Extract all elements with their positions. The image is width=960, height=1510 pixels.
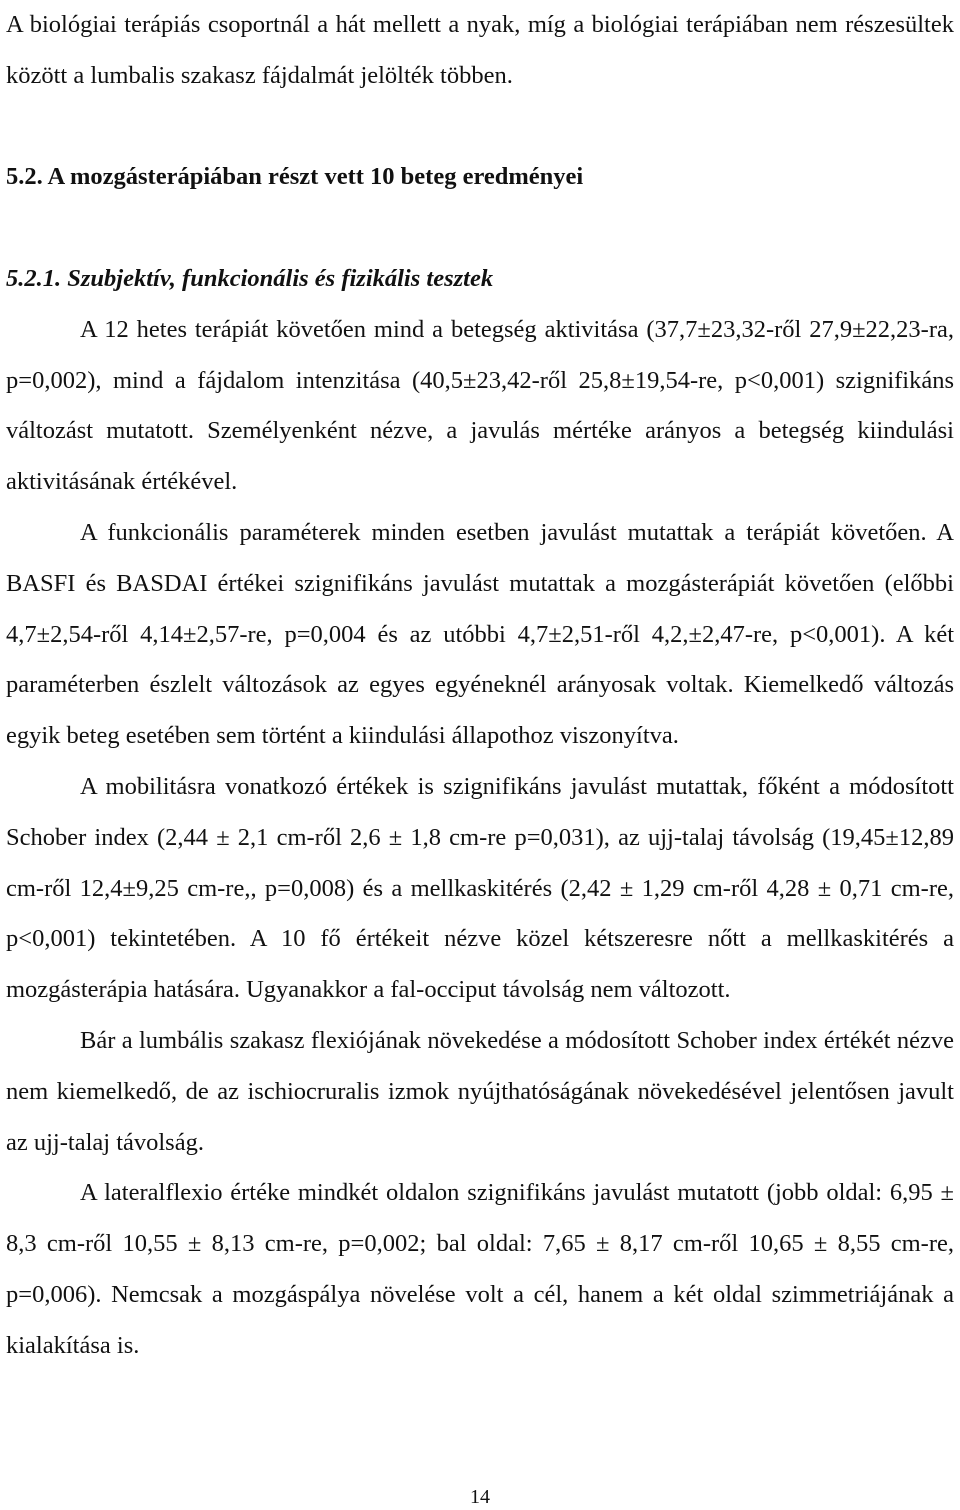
document-page (6, 0, 954, 1372)
subsection-heading: 5.2.1. Szubjektív, funkcionális és fizikális tesztek (6, 264, 494, 292)
paragraph-disease-activity: A 12 hetes terápiát követően mind a betegség aktivitása (37,7±23,32-ről 27,9±22,23-ra, p=0,002), mind a fájdalom intenzitása (40,5±23,42-ről 25,8±19,54-re, p<0,001) szignifikáns változást mutatott. Személyenként nézve, a javulás mértéke arányos a betegség kiindulási aktivitásának értékével. (6, 315, 954, 496)
paragraph-mobility: A mobilitásra vonatkozó értékek is szignifikáns javulást mutattak, főként a módosított Schober index (2,44 ± 2,1 cm-ről 2,6 ± 1,8 cm-re p=0,031), az ujj-talaj távolság (19,45±12,89 cm-ről 12,4±9,25 cm-re,, p=0,008) és a mellkaskitérés (2,42 ± 1,29 cm-ről 4,28 ± 0,71 cm-re, p<0,001) tekintetében. A 10 fő értékeit nézve közel kétszeresre nőtt a mellkaskitérés a mozgásterápia hatására. Ugyanakkor a fal-occiput távolság nem változott. (6, 772, 954, 1004)
paragraph-lateral-flexion: A lateralflexio értéke mindkét oldalon szignifikáns javulást mutatott (jobb oldal: 6,95 ± 8,3 cm-ről 10,55 ± 8,13 cm-re, p=0,002; bal oldal: 7,65 ± 8,17 cm-ről 10,65 ± 8,55 cm-re, p=0,006). Nemcsak a mozgáspálya növelése volt a cél, hanem a két oldal szimmetriájának a kialakítása is. (6, 1179, 954, 1359)
paragraph-lumbar-flexion: Bár a lumbális szakasz flexiójának növekedése a módosított Schober index értékét nézve nem kiemelkedő, de az ischiocruralis izmok nyújthatóságának növekedésével jelentősen javult az ujj-talaj távolság. (6, 1026, 954, 1156)
page-number: 14 (470, 1486, 490, 1508)
intro-paragraph: A biológiai terápiás csoportnál a hát mellett a nyak, míg a biológiai terápiában nem részesültek között a lumbalis szakasz fájdalmát jelölték többen. (6, 11, 954, 89)
section-heading: 5.2. A mozgásterápiában részt vett 10 beteg eredményei (6, 163, 584, 191)
paragraph-functional-parameters: A funkcionális paraméterek minden esetben javulást mutattak a terápiát követően. A BASFI és BASDAI értékei szignifikáns javulást mutattak a mozgásterápiát követően (előbbi 4,7±2,54-ről 4,14±2,57-re, p=0,004 és az utóbbi 4,7±2,51-ről 4,2,±2,47-re, p<0,001). A két paraméterben észlelt változások az egyes egyéneknél arányosak voltak. Kiemelkedő változás egyik beteg esetében sem történt a kiindulási állapothoz viszonyítva. (6, 518, 954, 750)
